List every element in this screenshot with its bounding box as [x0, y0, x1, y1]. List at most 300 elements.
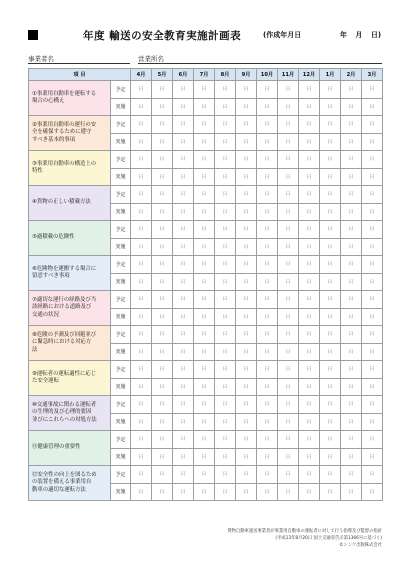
date-cell[interactable]: 日 — [362, 308, 383, 326]
date-cell[interactable]: 日 — [194, 396, 215, 414]
date-cell[interactable]: 日 — [257, 116, 278, 134]
education-plan-table — [28, 68, 383, 501]
date-cell[interactable]: 日 — [152, 361, 173, 379]
date-cell[interactable]: 日 — [257, 238, 278, 256]
date-cell[interactable]: 日 — [278, 326, 299, 344]
date-cell[interactable]: 日 — [152, 203, 173, 221]
date-cell[interactable]: 日 — [278, 81, 299, 99]
date-cell[interactable]: 日 — [152, 151, 173, 169]
date-cell[interactable]: 日 — [236, 343, 257, 361]
date-cell[interactable]: 日 — [341, 273, 362, 291]
date-cell[interactable]: 日 — [299, 203, 320, 221]
date-cell[interactable]: 日 — [194, 133, 215, 151]
date-cell[interactable]: 日 — [257, 81, 278, 99]
date-cell[interactable]: 日 — [131, 291, 152, 309]
sales-office-field[interactable] — [138, 54, 382, 64]
date-cell[interactable]: 日 — [152, 448, 173, 466]
date-cell[interactable]: 日 — [278, 343, 299, 361]
date-cell[interactable]: 日 — [278, 431, 299, 449]
date-cell[interactable]: 日 — [299, 291, 320, 309]
date-cell[interactable]: 日 — [257, 98, 278, 116]
date-cell[interactable]: 日 — [236, 98, 257, 116]
date-cell[interactable]: 日 — [320, 133, 341, 151]
item-label — [29, 396, 111, 431]
date-cell[interactable]: 日 — [194, 221, 215, 239]
date-cell[interactable]: 日 — [320, 396, 341, 414]
date-cell[interactable]: 日 — [257, 203, 278, 221]
date-cell[interactable]: 日 — [131, 168, 152, 186]
date-cell[interactable]: 日 — [278, 203, 299, 221]
date-cell[interactable]: 日 — [152, 483, 173, 501]
date-cell[interactable]: 日 — [341, 116, 362, 134]
date-cell[interactable]: 日 — [152, 378, 173, 396]
date-cell[interactable]: 日 — [362, 116, 383, 134]
date-cell[interactable]: 日 — [320, 483, 341, 501]
date-cell[interactable]: 日 — [194, 431, 215, 449]
date-cell[interactable]: 日 — [236, 291, 257, 309]
date-cell[interactable]: 日 — [194, 291, 215, 309]
date-cell[interactable]: 日 — [257, 448, 278, 466]
date-cell[interactable]: 日 — [152, 168, 173, 186]
date-cell[interactable]: 日 — [341, 168, 362, 186]
date-cell[interactable]: 日 — [194, 273, 215, 291]
date-cell[interactable]: 日 — [341, 343, 362, 361]
date-cell[interactable]: 日 — [257, 466, 278, 484]
date-cell[interactable]: 日 — [341, 238, 362, 256]
date-cell[interactable]: 日 — [152, 413, 173, 431]
date-cell[interactable]: 日 — [215, 413, 236, 431]
date-cell[interactable]: 日 — [236, 116, 257, 134]
date-cell[interactable]: 日 — [215, 203, 236, 221]
date-cell[interactable]: 日 — [194, 168, 215, 186]
date-cell[interactable]: 日 — [362, 483, 383, 501]
date-cell[interactable]: 日 — [320, 361, 341, 379]
item-label-line: の生理的及び心理的要因 — [32, 409, 92, 416]
date-cell[interactable]: 日 — [131, 361, 152, 379]
date-cell[interactable]: 日 — [299, 133, 320, 151]
date-cell[interactable]: 日 — [278, 308, 299, 326]
date-cell[interactable]: 日 — [194, 413, 215, 431]
date-cell[interactable]: 日 — [299, 413, 320, 431]
date-cell[interactable]: 日 — [341, 98, 362, 116]
date-cell[interactable]: 日 — [194, 98, 215, 116]
date-cell[interactable]: 日 — [299, 256, 320, 274]
date-cell[interactable]: 日 — [236, 221, 257, 239]
date-cell[interactable]: 日 — [131, 203, 152, 221]
date-cell[interactable]: 日 — [194, 151, 215, 169]
plan-label: 予定 — [111, 291, 131, 309]
date-cell[interactable]: 日 — [299, 378, 320, 396]
date-cell[interactable]: 日 — [299, 431, 320, 449]
date-cell[interactable]: 日 — [152, 133, 173, 151]
date-cell[interactable]: 日 — [131, 221, 152, 239]
date-cell[interactable]: 日 — [362, 256, 383, 274]
date-cell[interactable]: 日 — [299, 116, 320, 134]
date-cell[interactable]: 日 — [341, 81, 362, 99]
date-cell[interactable]: 日 — [362, 431, 383, 449]
date-cell[interactable]: 日 — [215, 378, 236, 396]
date-cell[interactable]: 日 — [173, 448, 194, 466]
date-cell[interactable]: 日 — [362, 133, 383, 151]
date-cell[interactable]: 日 — [236, 238, 257, 256]
date-cell[interactable]: 日 — [236, 151, 257, 169]
date-cell[interactable]: 日 — [257, 133, 278, 151]
date-cell[interactable]: 日 — [257, 273, 278, 291]
date-cell[interactable]: 日 — [299, 98, 320, 116]
date-cell[interactable]: 日 — [278, 116, 299, 134]
date-cell[interactable]: 日 — [215, 483, 236, 501]
date-cell[interactable]: 日 — [257, 256, 278, 274]
date-cell[interactable]: 日 — [236, 186, 257, 204]
date-cell[interactable]: 日 — [278, 133, 299, 151]
date-cell[interactable]: 日 — [257, 186, 278, 204]
date-cell[interactable]: 日 — [320, 413, 341, 431]
date-cell[interactable]: 日 — [236, 168, 257, 186]
date-cell[interactable]: 日 — [278, 413, 299, 431]
date-cell[interactable]: 日 — [152, 326, 173, 344]
date-cell[interactable]: 日 — [299, 238, 320, 256]
date-cell[interactable]: 日 — [341, 151, 362, 169]
date-cell[interactable]: 日 — [278, 186, 299, 204]
date-cell[interactable]: 日 — [299, 186, 320, 204]
date-cell[interactable]: 日 — [257, 168, 278, 186]
date-cell[interactable]: 日 — [236, 448, 257, 466]
date-cell[interactable]: 日 — [320, 81, 341, 99]
date-cell[interactable]: 日 — [257, 291, 278, 309]
date-cell[interactable]: 日 — [257, 343, 278, 361]
date-cell[interactable]: 日 — [173, 273, 194, 291]
date-cell[interactable]: 日 — [215, 466, 236, 484]
date-cell[interactable]: 日 — [341, 378, 362, 396]
date-cell[interactable]: 日 — [152, 466, 173, 484]
date-cell[interactable]: 日 — [131, 326, 152, 344]
date-cell[interactable]: 日 — [152, 256, 173, 274]
date-cell[interactable]: 日 — [215, 273, 236, 291]
date-cell[interactable]: 日 — [362, 203, 383, 221]
date-cell[interactable]: 日 — [152, 431, 173, 449]
date-cell[interactable]: 日 — [362, 168, 383, 186]
date-cell[interactable]: 日 — [173, 186, 194, 204]
item-column-header: 項 目 — [29, 69, 131, 81]
date-cell[interactable]: 日 — [320, 448, 341, 466]
date-cell[interactable]: 日 — [131, 81, 152, 99]
date-cell[interactable]: 日 — [299, 273, 320, 291]
date-cell[interactable]: 日 — [131, 396, 152, 414]
date-cell[interactable]: 日 — [173, 308, 194, 326]
date-cell[interactable]: 日 — [131, 186, 152, 204]
date-cell[interactable]: 日 — [173, 116, 194, 134]
date-cell[interactable]: 日 — [194, 116, 215, 134]
date-cell[interactable]: 日 — [278, 448, 299, 466]
date-cell[interactable]: 日 — [194, 448, 215, 466]
date-cell[interactable]: 日 — [215, 308, 236, 326]
date-cell[interactable]: 日 — [131, 413, 152, 431]
date-cell[interactable]: 日 — [236, 466, 257, 484]
date-cell[interactable]: 日 — [236, 256, 257, 274]
date-cell[interactable]: 日 — [215, 396, 236, 414]
date-cell[interactable]: 日 — [194, 361, 215, 379]
item-label-line: ⑦適切な運行の経路及び当 — [32, 297, 97, 304]
date-cell[interactable]: 日 — [278, 291, 299, 309]
date-cell[interactable]: 日 — [236, 396, 257, 414]
date-cell[interactable]: 日 — [194, 308, 215, 326]
date-cell[interactable]: 日 — [194, 343, 215, 361]
date-cell[interactable]: 日 — [131, 378, 152, 396]
date-cell[interactable]: 日 — [194, 483, 215, 501]
date-cell[interactable]: 日 — [215, 116, 236, 134]
date-cell[interactable]: 日 — [341, 133, 362, 151]
date-cell[interactable]: 日 — [341, 186, 362, 204]
date-cell[interactable]: 日 — [131, 343, 152, 361]
date-cell[interactable]: 日 — [152, 186, 173, 204]
date-cell[interactable]: 日 — [320, 186, 341, 204]
date-cell[interactable]: 日 — [320, 308, 341, 326]
date-cell[interactable]: 日 — [278, 483, 299, 501]
date-cell[interactable]: 日 — [341, 308, 362, 326]
date-cell[interactable]: 日 — [173, 326, 194, 344]
table-row — [29, 361, 383, 379]
date-cell[interactable]: 日 — [299, 448, 320, 466]
date-cell[interactable]: 日 — [194, 203, 215, 221]
date-cell[interactable]: 日 — [341, 221, 362, 239]
date-cell[interactable]: 日 — [173, 291, 194, 309]
date-cell[interactable]: 日 — [341, 203, 362, 221]
date-cell[interactable]: 日 — [173, 221, 194, 239]
date-cell[interactable]: 日 — [257, 151, 278, 169]
date-cell[interactable]: 日 — [194, 186, 215, 204]
date-cell[interactable]: 日 — [341, 291, 362, 309]
date-cell[interactable]: 日 — [215, 326, 236, 344]
date-cell[interactable]: 日 — [173, 203, 194, 221]
date-cell[interactable]: 日 — [320, 326, 341, 344]
date-cell[interactable]: 日 — [173, 396, 194, 414]
date-cell[interactable]: 日 — [278, 168, 299, 186]
date-cell[interactable]: 日 — [215, 168, 236, 186]
date-cell[interactable]: 日 — [236, 81, 257, 99]
date-cell[interactable]: 日 — [257, 378, 278, 396]
date-cell[interactable]: 日 — [320, 291, 341, 309]
date-cell[interactable]: 日 — [278, 378, 299, 396]
date-cell[interactable]: 日 — [299, 361, 320, 379]
date-cell[interactable]: 日 — [362, 396, 383, 414]
date-cell[interactable]: 日 — [257, 308, 278, 326]
date-cell[interactable]: 日 — [320, 256, 341, 274]
date-cell[interactable]: 日 — [320, 98, 341, 116]
date-cell[interactable]: 日 — [341, 361, 362, 379]
date-cell[interactable]: 日 — [131, 483, 152, 501]
date-cell[interactable]: 日 — [194, 466, 215, 484]
table-row — [29, 81, 383, 99]
date-cell[interactable]: 日 — [362, 238, 383, 256]
date-cell[interactable]: 日 — [152, 98, 173, 116]
date-cell[interactable]: 日 — [362, 448, 383, 466]
date-cell[interactable]: 日 — [341, 326, 362, 344]
date-cell[interactable]: 日 — [320, 378, 341, 396]
date-cell[interactable]: 日 — [362, 466, 383, 484]
date-cell[interactable]: 日 — [299, 343, 320, 361]
date-cell[interactable]: 日 — [299, 308, 320, 326]
date-cell[interactable]: 日 — [173, 361, 194, 379]
date-cell[interactable]: 日 — [341, 431, 362, 449]
date-cell[interactable]: 日 — [173, 483, 194, 501]
date-cell[interactable]: 日 — [320, 466, 341, 484]
date-cell[interactable]: 日 — [215, 431, 236, 449]
date-cell[interactable]: 日 — [278, 273, 299, 291]
date-cell[interactable]: 日 — [320, 343, 341, 361]
date-cell[interactable]: 日 — [320, 151, 341, 169]
date-cell[interactable]: 日 — [320, 431, 341, 449]
date-cell[interactable]: 日 — [257, 413, 278, 431]
date-cell[interactable]: 日 — [236, 483, 257, 501]
date-cell[interactable]: 日 — [173, 343, 194, 361]
date-cell[interactable]: 日 — [299, 151, 320, 169]
date-cell[interactable]: 日 — [215, 221, 236, 239]
date-cell[interactable]: 日 — [362, 151, 383, 169]
date-cell[interactable]: 日 — [236, 308, 257, 326]
date-cell[interactable]: 日 — [362, 361, 383, 379]
date-cell[interactable]: 日 — [152, 308, 173, 326]
date-cell[interactable]: 日 — [215, 151, 236, 169]
date-cell[interactable]: 日 — [215, 81, 236, 99]
date-cell[interactable]: 日 — [215, 186, 236, 204]
date-cell[interactable]: 日 — [131, 273, 152, 291]
date-cell[interactable]: 日 — [257, 396, 278, 414]
date-cell[interactable]: 日 — [257, 326, 278, 344]
date-cell[interactable]: 日 — [299, 221, 320, 239]
date-cell[interactable]: 日 — [194, 378, 215, 396]
date-cell[interactable]: 日 — [152, 116, 173, 134]
date-cell[interactable]: 日 — [152, 81, 173, 99]
date-cell[interactable]: 日 — [236, 361, 257, 379]
date-cell[interactable]: 日 — [362, 221, 383, 239]
date-cell[interactable]: 日 — [131, 98, 152, 116]
date-cell[interactable]: 日 — [278, 238, 299, 256]
date-cell[interactable]: 日 — [173, 98, 194, 116]
date-cell[interactable]: 日 — [173, 168, 194, 186]
date-cell[interactable]: 日 — [131, 151, 152, 169]
date-cell[interactable]: 日 — [299, 466, 320, 484]
date-cell[interactable]: 日 — [278, 361, 299, 379]
date-cell[interactable]: 日 — [215, 291, 236, 309]
date-cell[interactable]: 日 — [131, 116, 152, 134]
date-cell[interactable]: 日 — [341, 396, 362, 414]
date-cell[interactable]: 日 — [278, 98, 299, 116]
date-cell[interactable]: 日 — [362, 378, 383, 396]
date-cell[interactable]: 日 — [236, 273, 257, 291]
date-cell[interactable]: 日 — [173, 133, 194, 151]
date-cell[interactable]: 日 — [320, 116, 341, 134]
date-cell[interactable]: 日 — [152, 273, 173, 291]
date-cell[interactable]: 日 — [236, 431, 257, 449]
item-label-line: 場合の心構え — [32, 98, 65, 104]
date-cell[interactable]: 日 — [320, 221, 341, 239]
date-cell[interactable]: 日 — [236, 326, 257, 344]
date-cell[interactable]: 日 — [320, 273, 341, 291]
date-cell[interactable]: 日 — [131, 431, 152, 449]
month-header: 10月 — [257, 69, 278, 81]
date-cell[interactable]: 日 — [341, 413, 362, 431]
date-cell[interactable]: 日 — [215, 343, 236, 361]
date-cell[interactable]: 日 — [194, 326, 215, 344]
date-cell[interactable]: 日 — [362, 413, 383, 431]
date-cell[interactable]: 日 — [257, 431, 278, 449]
date-cell[interactable]: 日 — [299, 81, 320, 99]
date-cell[interactable]: 日 — [362, 98, 383, 116]
date-cell[interactable]: 日 — [173, 466, 194, 484]
date-cell[interactable]: 日 — [152, 396, 173, 414]
date-cell[interactable]: 日 — [173, 151, 194, 169]
date-cell[interactable]: 日 — [131, 466, 152, 484]
date-cell[interactable]: 日 — [173, 378, 194, 396]
date-cell[interactable]: 日 — [215, 256, 236, 274]
date-cell[interactable]: 日 — [320, 203, 341, 221]
date-cell[interactable]: 日 — [341, 448, 362, 466]
date-cell[interactable]: 日 — [299, 168, 320, 186]
date-cell[interactable]: 日 — [131, 133, 152, 151]
date-cell[interactable]: 日 — [320, 238, 341, 256]
date-cell[interactable]: 日 — [215, 133, 236, 151]
date-cell[interactable]: 日 — [278, 221, 299, 239]
date-cell[interactable]: 日 — [320, 168, 341, 186]
date-cell[interactable]: 日 — [194, 238, 215, 256]
date-cell[interactable]: 日 — [278, 466, 299, 484]
date-cell[interactable]: 日 — [236, 133, 257, 151]
date-cell[interactable]: 日 — [257, 221, 278, 239]
date-cell[interactable]: 日 — [152, 238, 173, 256]
date-cell[interactable]: 日 — [131, 448, 152, 466]
date-cell[interactable]: 日 — [131, 256, 152, 274]
date-cell[interactable]: 日 — [173, 238, 194, 256]
date-cell[interactable]: 日 — [341, 466, 362, 484]
date-cell[interactable]: 日 — [278, 256, 299, 274]
date-cell[interactable]: 日 — [236, 413, 257, 431]
date-cell[interactable]: 日 — [257, 483, 278, 501]
date-cell[interactable]: 日 — [173, 256, 194, 274]
date-cell[interactable]: 日 — [215, 361, 236, 379]
date-cell[interactable]: 日 — [362, 81, 383, 99]
date-cell[interactable]: 日 — [173, 81, 194, 99]
date-cell[interactable]: 日 — [215, 238, 236, 256]
date-cell[interactable]: 日 — [152, 343, 173, 361]
date-cell[interactable]: 日 — [362, 326, 383, 344]
date-cell[interactable]: 日 — [131, 238, 152, 256]
date-cell[interactable]: 日 — [362, 186, 383, 204]
date-cell[interactable]: 日 — [299, 326, 320, 344]
date-cell[interactable]: 日 — [194, 256, 215, 274]
date-cell[interactable]: 日 — [278, 396, 299, 414]
date-cell[interactable]: 日 — [215, 98, 236, 116]
date-cell[interactable]: 日 — [299, 483, 320, 501]
date-cell[interactable]: 日 — [299, 396, 320, 414]
date-cell[interactable]: 日 — [152, 291, 173, 309]
date-cell[interactable]: 日 — [362, 273, 383, 291]
date-cell[interactable]: 日 — [341, 483, 362, 501]
office-name-field[interactable] — [28, 54, 130, 64]
date-cell[interactable]: 日 — [257, 361, 278, 379]
date-cell[interactable]: 日 — [173, 431, 194, 449]
date-cell[interactable]: 日 — [341, 256, 362, 274]
date-cell[interactable]: 日 — [362, 343, 383, 361]
date-cell[interactable]: 日 — [236, 378, 257, 396]
date-cell[interactable]: 日 — [152, 221, 173, 239]
date-cell[interactable]: 日 — [278, 151, 299, 169]
date-cell[interactable]: 日 — [215, 448, 236, 466]
date-cell[interactable]: 日 — [194, 81, 215, 99]
date-cell[interactable]: 日 — [236, 203, 257, 221]
date-cell[interactable]: 日 — [173, 413, 194, 431]
date-cell[interactable]: 日 — [131, 308, 152, 326]
date-cell[interactable]: 日 — [362, 291, 383, 309]
